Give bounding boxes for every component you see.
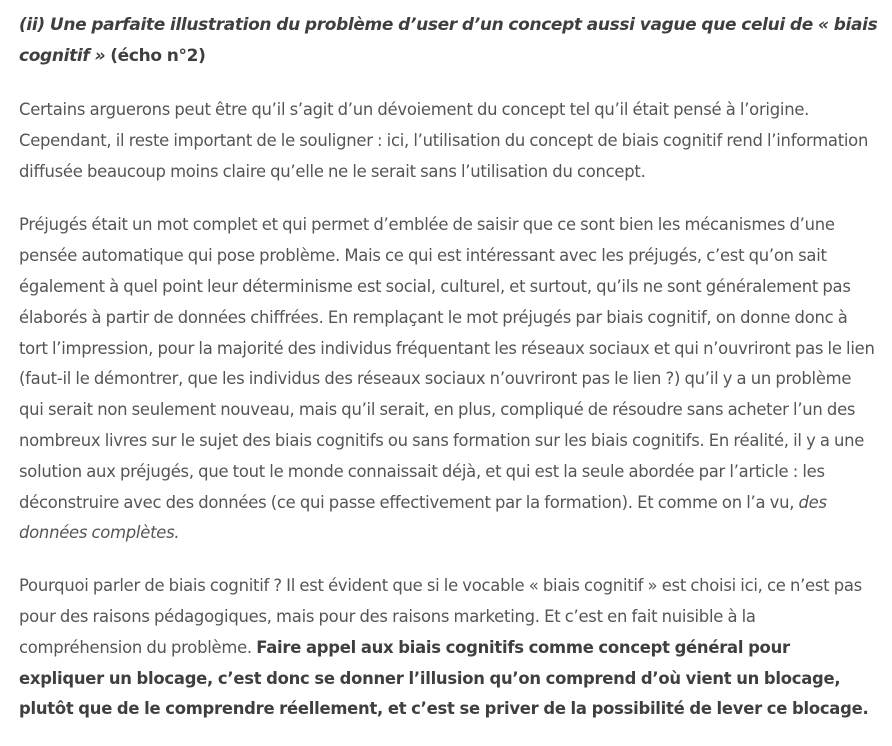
paragraph-2-text: Préjugés était un mot complet et qui permet d’emblée de saisir que ce sont bien les mécanismes d’une pensée automatique qui pose problème. Mais ce qui est intéressant avec les préjugés, c’est qu’on sait également à quel point leur déterminisme est social, culturel, et surtout, qu’ils ne sont généralement pas élaborés à partir de données chiffrées. En remplaçant le mot préjugés par biais cognitif, on donne donc à tort l’impression, pour la majorité des individus fréquentant les réseaux sociaux et qui n’ouvriront pas le lien (faut-il le démontrer, que les individus des réseaux sociaux n’ouvriront pas le lien ?) qu’il y a un problème qui serait non seulement nouveau, mais qu’il serait, en plus, compliqué de résoudre sans acheter l’un des nombreux livres sur le sujet des biais cognitifs ou sans formation sur les biais cognitifs. En réalité, il y a une solution aux préjugés, que tout le monde connaissait déjà, et qui est la seule abordée par l’article : les déconstruire avec des données (ce qui passe effectivement par la formation). Et comme on l’a vu, [19, 215, 875, 512]
paragraph-3-bold: Faire appel aux biais cognitifs comme concept général pour expliquer un blocage, c’est donc se donner l’illusion qu’on comprend d’où vient un blocage, plutôt que de le comprendre réellement, et c’est se priver de la possibilité de lever ce blocage. [19, 637, 869, 719]
paragraph-2 [19, 210, 878, 549]
section-heading-echo: (écho n°2) [110, 45, 206, 66]
paragraph-3 [19, 571, 878, 725]
section-heading-italic: (ii) Une parfaite illustration du problème d’user d’un concept aussi vague que celui de « biais cognitif » [19, 15, 878, 66]
section-heading [19, 0, 878, 71]
paragraph-1: Certains arguerons peut être qu’il s’agit d’un dévoiement du concept tel qu’il était pensé à l’origine. Cependant, il reste important de le souligner : ici, l’utilisation du concept de biais cognitif rend l’information diffusée beaucoup moins claire qu’elle ne le serait sans l’utilisation du concept. [19, 100, 869, 181]
paragraph-3-text: Pourquoi parler de biais cognitif ? Il est évident que si le vocable « biais cognitif » est choisi ici, ce n’est pas pour des raisons pédagogiques, mais pour des raisons marketing. Et c’est en fait nuisible à la compréhension du problème. [19, 576, 862, 657]
paragraph-2-emphasis: des données complètes. [19, 492, 827, 543]
